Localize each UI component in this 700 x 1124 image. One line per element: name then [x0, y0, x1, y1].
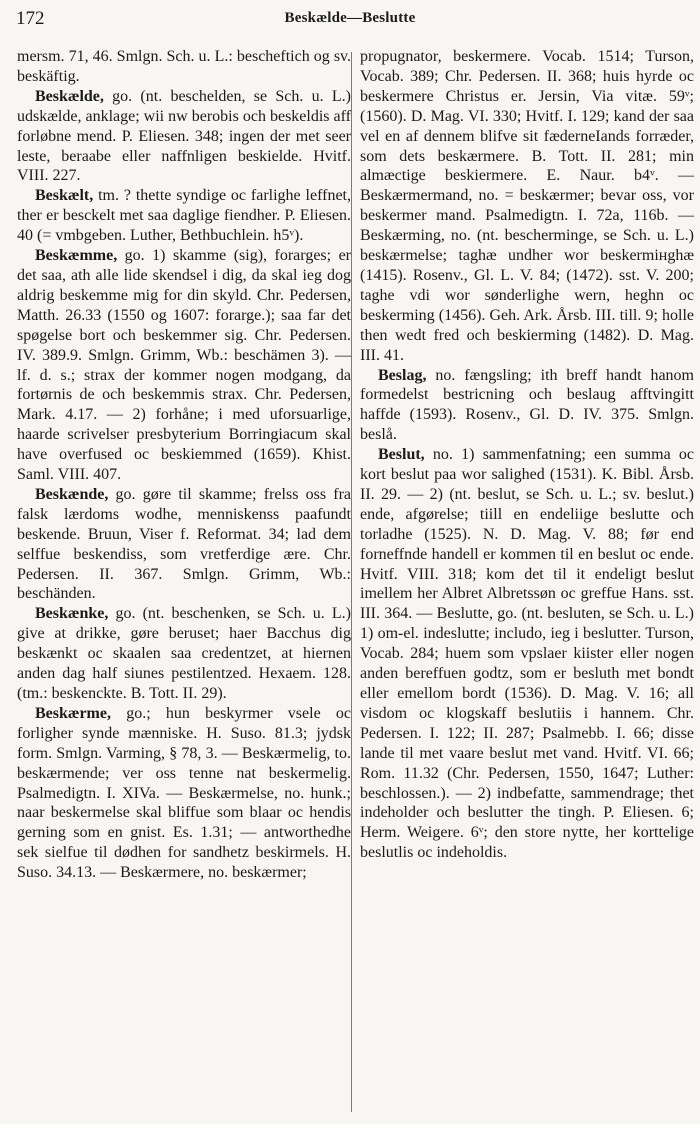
- page-number: 172: [16, 8, 45, 29]
- right-column: [360, 47, 694, 863]
- entry-text: go. gøre til skamme; frelss oss fra falsk lærdoms wodhe, menniskenss paafundt beskende. Bruun, Viser f. Reformat. 34; lad dem selffue beskendiss, som vretferdige ære. Chr. Pedersen. II. 367. Smlgn. Grimm, Wb.: beschänden.: [17, 485, 351, 603]
- column-divider: [351, 52, 352, 1112]
- dictionary-entry: [17, 704, 351, 883]
- entry-text: no. fængsling; ith breff handt hanom formedelst bestricning och beslaug afftvingitt haffde (1593). Rosenv., Gl. D. IV. 375. Smlgn. beslå.: [360, 366, 694, 444]
- dictionary-entry: [17, 604, 351, 704]
- dictionary-entry: [17, 186, 351, 246]
- entry-text: no. 1) sammenfatning; een summa oc kort beslut paa wor salighed (1531). K. Bibl. Årsb. II. 29. — 2) (nt. beslut, se Sch. u. L.; sv. beslut.) ende, afgørelse; tiill en endeliige beslutte och torladhe (1525). N. D. Mag. V. 88; før end forneffnde handell er kommen til en beslut oc ende. Hvitf. VIII. 318; kom det til it endeligt beslut imellem her Albret Albretssøn oc greffue Hans. sst. III. 364. — Beslutte, go. (nt. besluten, se Sch. u. L.) 1) om-el. indeslutte; includo, ieg i beslutter. Turson, Vocab. 284; huem som vpslaer kiister eller nogen anden bereffuen godtz, som er besluth met bondt eller emellom bordt (1536). D. Mag. V. 16; all visdom oc klogskaff beslutiis i hannem. Chr. Pedersen. I. 122; II. 287; Psalmebb. I. 66; disse lande til met vaare beslut met vand. Hvitf. VI. 66; Rom. 11.32 (Chr. Pedersen, 1550, 1647; Luther: beschlossen.). — 2) indbefatte, sammendrage; thet indeholder och beslutter the tingh. P. Eliesen. 6; Herm. Weigere. 6ᵛ; den store nytte, her korttelige beslutlis oc indeholdis.: [360, 446, 694, 862]
- running-title: Beskælde—Beslutte: [284, 10, 416, 26]
- entry-headword: Beskærme,: [35, 704, 111, 722]
- entry-text: go.; hun beskyrmer vsele oc forligher synde mænniske. H. Suso. 81.3; jydsk form. Smlgn. Varming, § 78, 3. — Beskærmelig, to. beskærmende; ver oss tenne nat beskermelig. Psalmedigtn. I. XIVa. — Beskærmelse, no. hunk.; naar beskermelse skal bliffue som blaar oc hendis gerning som en gnist. Es. 1.31; — antworthedhe sek sielfue til dødhen for sandhetz beskirmels. H. Suso. 34.13. — Beskærmere, no. beskærmer;: [17, 704, 351, 882]
- dictionary-entry: [360, 366, 694, 446]
- entry-text: propugnator, beskermere. Vocab. 1514; Turson, Vocab. 389; Chr. Pedersen. II. 368; huis hyrde oc beskermere Christus er. Jersin, Via vitæ. 59ᵛ; (1560). D. Mag. VI. 330; Hvitf. I. 129; kand der saa vel en af dennem blifve sit fæderneIands forræder, som dets beskærmere. B. Tott. II. 281; min almæctige beskiermere. E. Naur. b4ᵛ. — Beskærmermand, no. = beskærmer; bevar oss, vor beskermer mand. Psalmedigtn. I. 72a, 116b. — Beskærming, no. (nt. beschermingе, se Sch. u. L.) beskærmelse; taghæ undher wor beskermінghæ (1415). Rosenv., Gl. L. V. 84; (1472). sst. V. 200; taghe vdi wor sønderlighe wern, heghn oc beskerming (1456). Geh. Ark. Årsb. III. till. 9; holle then wedt fred och beskierming (1482). D. Mag. III. 41.: [360, 48, 694, 364]
- entry-text: mersm. 71, 46. Smlgn. Sch. u. L.: bescheftich og sv. beskäftig.: [17, 48, 351, 85]
- entry-text: tm. ? thette syndige oc farlighe leffnet, ther er besckelt met saa daglige fiendher. P. Eliesen. 40 (= vmbgeben. Luther, Bethbuchlein. h5ᵛ).: [17, 187, 351, 245]
- dictionary-entry: [17, 246, 351, 485]
- entry-text: go. 1) skamme (sig), forarges; er det saa, ath alle lide skendsel i dig, da skal ieg dog aldrig beskemme mig for din skyld. Chr. Pedersen, Matth. 26.33 (1550 og 1607: forarge.); saa far det spøgelse bort och beskemmer sig. Chr. Pedersen. IV. 389.9. Smlgn. Grimm, Wb.: beschämen 3). — lf. d. s.; strax der kommer nogen modgang, da fortørnis de och beskemmis strax. Chr. Pedersen, Mark. 4.17. — 2) forhåne; i med uforsuarlige, haarde scrivelser presbyterium Borringiacum skal have overfused oc beskiemmed (1659). Khist. Saml. VIII. 407.: [17, 247, 351, 484]
- page-header: [0, 0, 700, 46]
- entry-headword: Beskælt,: [35, 187, 94, 205]
- entry-text: go. (nt. beschenken, se Sch. u. L.) give at drikke, gøre beruset; haer Bacchus dig beskænkt oc skaalen saa credentzet, at hiernen anden dag half siunes pestilentzed. Hexaem. 128. (tm.: beskenckte. B. Tott. II. 29).: [17, 605, 351, 702]
- dictionary-entry: [17, 485, 351, 604]
- entry-headword: Beskælde,: [35, 87, 104, 105]
- dictionary-entry: [17, 87, 351, 187]
- entry-headword: Beskæmme,: [35, 247, 118, 265]
- left-column: [17, 47, 351, 883]
- dictionary-entry: [360, 47, 694, 366]
- dictionary-entry: [360, 445, 694, 863]
- entry-headword: Beslag,: [378, 366, 427, 384]
- entry-headword: Beskænde,: [35, 485, 109, 503]
- dictionary-entry: [17, 47, 351, 87]
- entry-headword: Beskænke,: [35, 605, 109, 623]
- entry-headword: Beslut,: [378, 446, 425, 464]
- entry-text: go. (nt. beschelden, se Sch. u. L.) udskælde, anklage; wii nw berobis och beskeldis aff forløbne mend. P. Eliesen. 348; ingen der met seer leste, beraabe eller naffnligen beskielde. Hvitf. VIII. 227.: [17, 87, 351, 185]
